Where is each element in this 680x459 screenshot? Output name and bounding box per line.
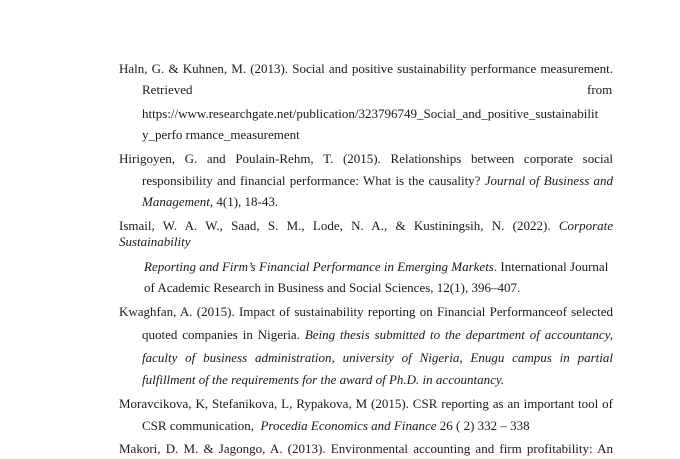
reference-kwaghfan-line-2 bbox=[142, 327, 613, 343]
reference-ismail-line-4: of Academic Research in Business and Social Sciences, 12(1), 396–407. bbox=[144, 280, 521, 295]
reference-kwaghfan-line-1: Kwaghfan, A. (2015). Impact of sustainability reporting on Financial Performanceof selected bbox=[119, 304, 613, 319]
reference-ismail-title-start: Corporate bbox=[558, 218, 614, 233]
reference-kwaghfan-line-4: fulfillment of the requirements for the award of Ph.D. in accountancy. bbox=[142, 372, 505, 387]
reference-haln-url[interactable]: https://www.researchgate.net/publication/323796749_Social_and_positive_sustainabilit bbox=[142, 106, 599, 121]
reference-hirigoyen-line-3 bbox=[142, 194, 278, 210]
reference-makori-line-1: Makori, D. M. & Jagongo, A. (2013). Environmental accounting and firm profitability: An bbox=[119, 441, 613, 456]
reference-haln-url-cont: y_perfo rmance_measurement bbox=[142, 127, 300, 142]
reference-moravcikova-journal: Procedia Economics and Finance bbox=[260, 418, 437, 433]
reference-haln-retrieved: Retrieved bbox=[142, 82, 193, 97]
reference-kwaghfan-title-end: quoted companies in Nigeria. bbox=[142, 327, 300, 342]
reference-ismail-title: Reporting and Firm’s Financial Performance in Emerging Markets bbox=[144, 259, 494, 274]
reference-hirigoyen-line-1: Hirigoyen, G. and Poulain-Rehm, T. (2015). Relationships between corporate social bbox=[119, 151, 613, 166]
reference-moravcikova-line-1: Moravcikova, K, Stefanikova, L, Rypakova, M (2015). CSR reporting as an important tool of bbox=[119, 396, 613, 411]
reference-moravcikova-line-2 bbox=[142, 418, 530, 434]
reference-ismail-line-3 bbox=[144, 259, 608, 275]
reference-hirigoyen-volume: 4(1), 18-43. bbox=[216, 194, 279, 209]
reference-ismail-authors: Ismail, W. A. W., Saad, S. M., Lode, N. A., & Kustiningsih, N. (2022). bbox=[119, 218, 551, 233]
reference-haln-from: from bbox=[587, 82, 613, 97]
reference-haln-line-1: Haln, G. & Kuhnen, M. (2013). Social and positive sustainability performance measurement. bbox=[119, 61, 613, 76]
reference-moravcikova-volume: 26 ( 2) 332 – 338 bbox=[439, 418, 530, 433]
reference-moravcikova-title-end: CSR communication, bbox=[142, 418, 254, 433]
reference-ismail-line-2: Sustainability bbox=[119, 234, 191, 249]
reference-hirigoyen-journal: Journal of Business and bbox=[484, 173, 614, 188]
reference-ismail-journal: . International Journal bbox=[493, 259, 609, 274]
reference-ismail-line-1 bbox=[119, 218, 613, 234]
reference-hirigoyen-line-2 bbox=[142, 173, 613, 189]
reference-hirigoyen-title-end: responsibility and financial performance: What is the causality? bbox=[142, 173, 481, 188]
reference-hirigoyen-journal-end: Management, bbox=[142, 194, 214, 209]
reference-kwaghfan-thesis: Being thesis submitted to the department of accountancy, bbox=[304, 327, 614, 342]
reference-kwaghfan-line-3: faculty of business administration, university of Nigeria, Enugu campus in partial bbox=[142, 350, 613, 365]
